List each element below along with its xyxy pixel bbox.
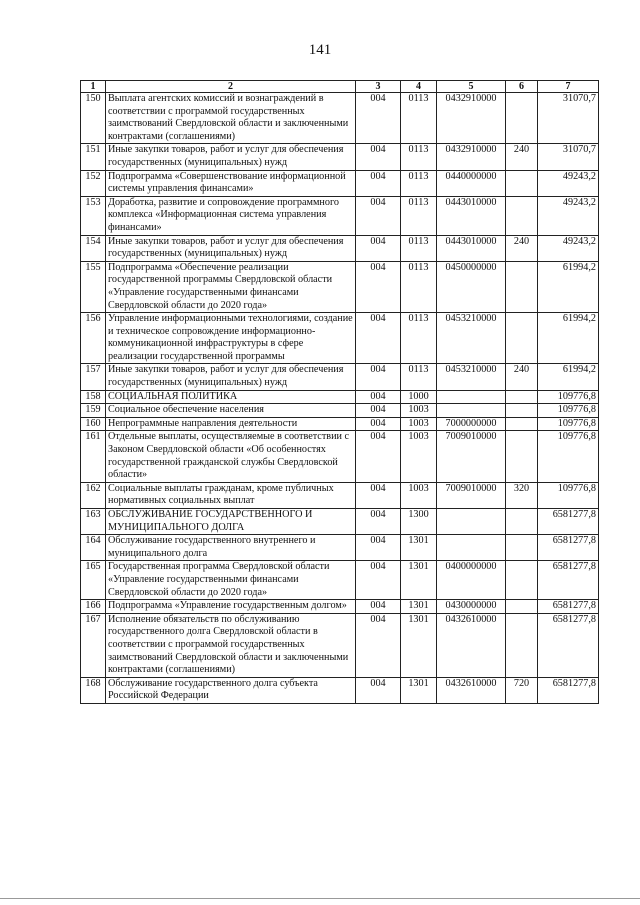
header-col-1: 1 — [81, 81, 106, 93]
row-expense-kind — [506, 170, 538, 196]
row-dept-code: 004 — [356, 364, 401, 390]
row-amount: 6581277,8 — [538, 677, 599, 703]
row-section-code: 1003 — [401, 417, 437, 431]
row-name: Подпрограмма «Обеспечение реализации государственной программы Свердловской области «Управление государственными финансами Свердловской области до 2020 года» — [106, 261, 356, 312]
row-dept-code: 004 — [356, 93, 401, 144]
table-row — [81, 613, 599, 677]
row-section-code: 1301 — [401, 535, 437, 561]
row-number: 153 — [81, 196, 106, 235]
row-dept-code: 004 — [356, 509, 401, 535]
row-number: 151 — [81, 144, 106, 170]
row-dept-code: 004 — [356, 235, 401, 261]
row-target-code: 0432610000 — [437, 677, 506, 703]
header-col-2: 2 — [106, 81, 356, 93]
row-amount: 109776,8 — [538, 417, 599, 431]
table-body — [81, 93, 599, 704]
row-section-code: 1003 — [401, 482, 437, 508]
row-number: 164 — [81, 535, 106, 561]
row-section-code: 1301 — [401, 613, 437, 677]
row-name: Подпрограмма «Совершенствование информационной системы управления финансами» — [106, 170, 356, 196]
row-name: Иные закупки товаров, работ и услуг для обеспечения государственных (муниципальных) нужд — [106, 364, 356, 390]
row-expense-kind: 240 — [506, 144, 538, 170]
row-dept-code: 004 — [356, 170, 401, 196]
row-number: 160 — [81, 417, 106, 431]
scan-edge-divider — [0, 898, 640, 899]
row-name: Государственная программа Свердловской области «Управление государственными финансами Свердловской области до 2020 года» — [106, 561, 356, 600]
row-target-code: 0450000000 — [437, 261, 506, 312]
row-dept-code: 004 — [356, 313, 401, 364]
row-expense-kind: 240 — [506, 364, 538, 390]
table-row — [81, 170, 599, 196]
row-name: СОЦИАЛЬНАЯ ПОЛИТИКА — [106, 390, 356, 404]
row-amount: 6581277,8 — [538, 535, 599, 561]
table-row — [81, 482, 599, 508]
row-section-code: 1300 — [401, 509, 437, 535]
row-section-code: 0113 — [401, 196, 437, 235]
table-row — [81, 235, 599, 261]
row-target-code: 0453210000 — [437, 364, 506, 390]
row-dept-code: 004 — [356, 535, 401, 561]
row-number: 155 — [81, 261, 106, 312]
row-target-code: 0430000000 — [437, 600, 506, 614]
row-name: Доработка, развитие и сопровождение программного комплекса «Информационная система управления финансами» — [106, 196, 356, 235]
row-name: ОБСЛУЖИВАНИЕ ГОСУДАРСТВЕННОГО И МУНИЦИПАЛЬНОГО ДОЛГА — [106, 509, 356, 535]
row-target-code — [437, 535, 506, 561]
row-number: 166 — [81, 600, 106, 614]
header-col-5: 5 — [437, 81, 506, 93]
row-number: 159 — [81, 404, 106, 418]
row-expense-kind — [506, 431, 538, 482]
row-number: 157 — [81, 364, 106, 390]
row-expense-kind — [506, 613, 538, 677]
row-name: Социальное обеспечение населения — [106, 404, 356, 418]
row-number: 165 — [81, 561, 106, 600]
row-amount: 49243,2 — [538, 170, 599, 196]
row-expense-kind — [506, 196, 538, 235]
row-amount: 109776,8 — [538, 390, 599, 404]
row-expense-kind — [506, 404, 538, 418]
row-number: 162 — [81, 482, 106, 508]
row-dept-code: 004 — [356, 144, 401, 170]
row-section-code: 0113 — [401, 235, 437, 261]
row-amount: 31070,7 — [538, 93, 599, 144]
row-expense-kind — [506, 561, 538, 600]
table-row — [81, 404, 599, 418]
row-name: Иные закупки товаров, работ и услуг для обеспечения государственных (муниципальных) нужд — [106, 144, 356, 170]
row-name: Исполнение обязательств по обслуживанию государственного долга Свердловской области в соответствии с программой государственных заимствований Свердловской области и заключенными контрактами (соглашениями) — [106, 613, 356, 677]
row-name: Подпрограмма «Управление государственным долгом» — [106, 600, 356, 614]
row-expense-kind — [506, 93, 538, 144]
row-dept-code: 004 — [356, 561, 401, 600]
row-target-code: 0432910000 — [437, 93, 506, 144]
row-dept-code: 004 — [356, 390, 401, 404]
row-target-code — [437, 390, 506, 404]
row-dept-code: 004 — [356, 417, 401, 431]
row-section-code: 0113 — [401, 144, 437, 170]
row-number: 154 — [81, 235, 106, 261]
row-section-code: 0113 — [401, 364, 437, 390]
row-number: 156 — [81, 313, 106, 364]
row-number: 152 — [81, 170, 106, 196]
row-section-code: 1003 — [401, 404, 437, 418]
table-row — [81, 313, 599, 364]
row-expense-kind — [506, 535, 538, 561]
row-name: Социальные выплаты гражданам, кроме публичных нормативных социальных выплат — [106, 482, 356, 508]
row-section-code: 0113 — [401, 93, 437, 144]
row-name: Выплата агентских комиссий и вознаграждений в соответствии с программой государственных заимствований Свердловской области и заключенными контрактами (соглашениями) — [106, 93, 356, 144]
row-target-code — [437, 509, 506, 535]
row-amount: 61994,2 — [538, 364, 599, 390]
header-col-7: 7 — [538, 81, 599, 93]
row-name: Отдельные выплаты, осуществляемые в соответствии с Законом Свердловской области «Об особенностях государственной гражданской службы Свердловской области» — [106, 431, 356, 482]
table-row — [81, 561, 599, 600]
row-amount: 61994,2 — [538, 313, 599, 364]
row-expense-kind — [506, 313, 538, 364]
table-row — [81, 431, 599, 482]
row-expense-kind — [506, 600, 538, 614]
row-dept-code: 004 — [356, 613, 401, 677]
row-amount: 109776,8 — [538, 482, 599, 508]
row-number: 158 — [81, 390, 106, 404]
row-number: 167 — [81, 613, 106, 677]
row-number: 163 — [81, 509, 106, 535]
table-row — [81, 93, 599, 144]
row-dept-code: 004 — [356, 431, 401, 482]
table-row — [81, 196, 599, 235]
row-expense-kind: 240 — [506, 235, 538, 261]
row-amount: 31070,7 — [538, 144, 599, 170]
row-number: 150 — [81, 93, 106, 144]
header-col-3: 3 — [356, 81, 401, 93]
header-col-6: 6 — [506, 81, 538, 93]
row-amount: 6581277,8 — [538, 600, 599, 614]
row-section-code: 1003 — [401, 431, 437, 482]
row-dept-code: 004 — [356, 600, 401, 614]
row-section-code: 1301 — [401, 677, 437, 703]
row-name: Обслуживание государственного внутреннего и муниципального долга — [106, 535, 356, 561]
table-row — [81, 600, 599, 614]
row-target-code — [437, 404, 506, 418]
row-section-code: 1301 — [401, 561, 437, 600]
row-target-code: 0432910000 — [437, 144, 506, 170]
row-expense-kind: 720 — [506, 677, 538, 703]
table-row — [81, 417, 599, 431]
table-row — [81, 677, 599, 703]
row-dept-code: 004 — [356, 261, 401, 312]
header-row — [81, 81, 599, 93]
row-target-code: 7009010000 — [437, 431, 506, 482]
budget-table — [80, 80, 599, 704]
row-section-code: 0113 — [401, 170, 437, 196]
row-expense-kind — [506, 417, 538, 431]
table-row — [81, 261, 599, 312]
row-amount: 6581277,8 — [538, 561, 599, 600]
row-target-code: 0443010000 — [437, 235, 506, 261]
row-amount: 49243,2 — [538, 196, 599, 235]
row-amount: 109776,8 — [538, 431, 599, 482]
table-row — [81, 509, 599, 535]
row-section-code: 1000 — [401, 390, 437, 404]
row-name: Непрограммные направления деятельности — [106, 417, 356, 431]
row-target-code: 0400000000 — [437, 561, 506, 600]
row-expense-kind — [506, 390, 538, 404]
page-number: 141 — [308, 42, 332, 58]
row-amount: 109776,8 — [538, 404, 599, 418]
table-row — [81, 364, 599, 390]
row-target-code: 0440000000 — [437, 170, 506, 196]
row-target-code: 0453210000 — [437, 313, 506, 364]
row-amount: 61994,2 — [538, 261, 599, 312]
row-name: Иные закупки товаров, работ и услуг для обеспечения государственных (муниципальных) нужд — [106, 235, 356, 261]
row-name: Обслуживание государственного долга субъекта Российской Федерации — [106, 677, 356, 703]
row-amount: 6581277,8 — [538, 613, 599, 677]
table-row — [81, 390, 599, 404]
row-dept-code: 004 — [356, 482, 401, 508]
row-number: 168 — [81, 677, 106, 703]
row-target-code: 0432610000 — [437, 613, 506, 677]
table-row — [81, 144, 599, 170]
row-name: Управление информационными технологиями, создание и техническое сопровождение информационно-коммуникационной инфраструктуры в сфере реализации государственной программы — [106, 313, 356, 364]
row-expense-kind — [506, 261, 538, 312]
row-section-code: 1301 — [401, 600, 437, 614]
row-target-code: 0443010000 — [437, 196, 506, 235]
row-target-code: 7009010000 — [437, 482, 506, 508]
table-row — [81, 535, 599, 561]
row-dept-code: 004 — [356, 404, 401, 418]
row-dept-code: 004 — [356, 196, 401, 235]
row-target-code: 7000000000 — [437, 417, 506, 431]
row-section-code: 0113 — [401, 261, 437, 312]
row-expense-kind: 320 — [506, 482, 538, 508]
row-expense-kind — [506, 509, 538, 535]
row-section-code: 0113 — [401, 313, 437, 364]
header-col-4: 4 — [401, 81, 437, 93]
row-amount: 49243,2 — [538, 235, 599, 261]
row-amount: 6581277,8 — [538, 509, 599, 535]
row-number: 161 — [81, 431, 106, 482]
row-dept-code: 004 — [356, 677, 401, 703]
